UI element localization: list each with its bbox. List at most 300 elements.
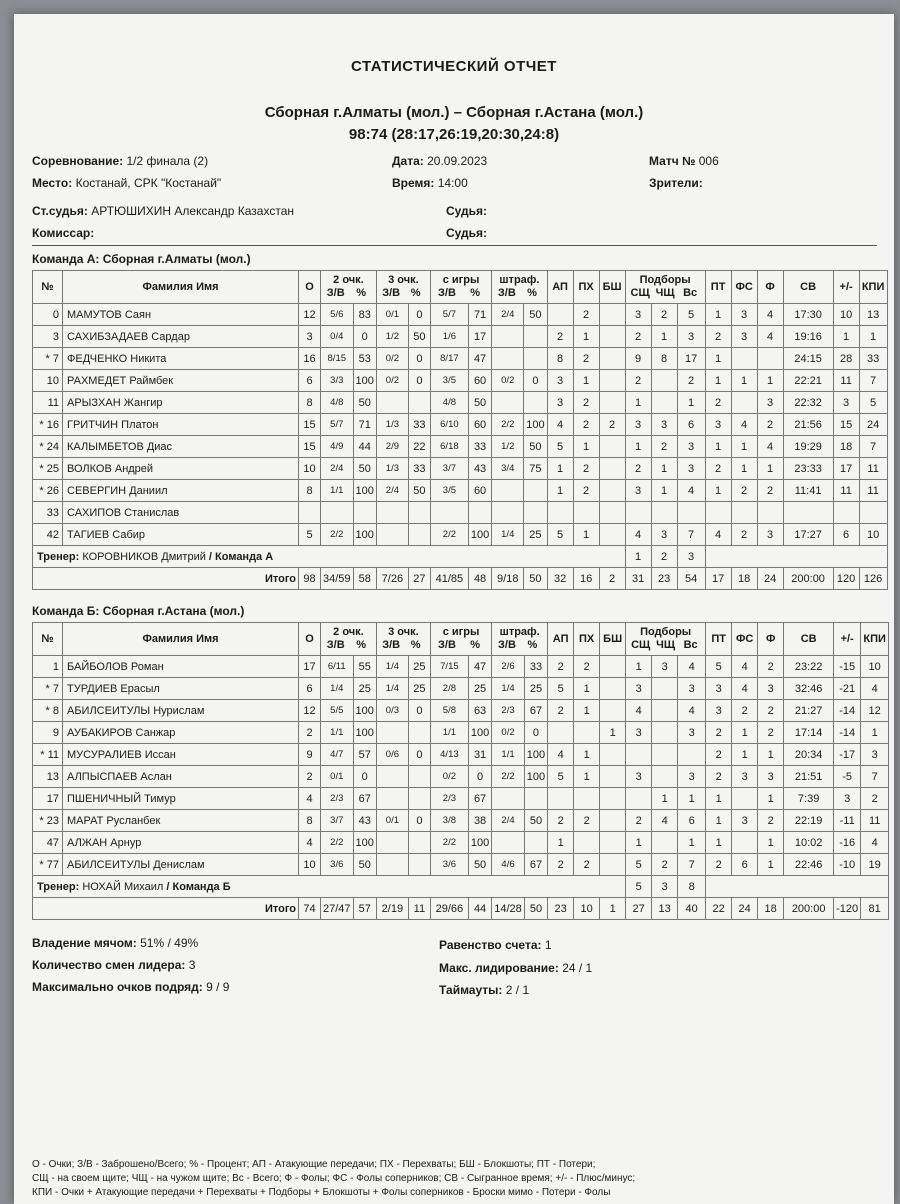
stat-min: 24:15 (783, 348, 833, 370)
stat-ft (492, 832, 525, 854)
stat-ast (547, 304, 573, 326)
stat-pm: -5 (834, 766, 861, 788)
stat-eff: 11 (861, 810, 889, 832)
stat-p2p: 100 (353, 370, 376, 392)
player-row (33, 502, 888, 524)
stat-ast: 2 (548, 656, 574, 678)
stat-rt: 3 (677, 436, 705, 458)
stat-blk (599, 326, 625, 348)
ties: Равенство счета: 1 (439, 938, 552, 952)
stat-rt: 4 (678, 700, 706, 722)
col-three-pt-sub (379, 287, 428, 300)
stat-pf: 2 (757, 414, 783, 436)
col-two-pt-sub (323, 287, 374, 300)
stat-pf: 1 (757, 370, 783, 392)
stat-p2: 2/2 (321, 524, 354, 546)
stat-p3 (376, 524, 408, 546)
stat-p3: 2/4 (376, 480, 408, 502)
stat-eff: 13 (859, 304, 887, 326)
stat-ro: 1 (651, 458, 677, 480)
stat-pts (299, 502, 321, 524)
stat-pm: -14 (834, 722, 861, 744)
stat-ft (492, 348, 524, 370)
stat-pts: 2 (299, 766, 321, 788)
stat-fs (731, 348, 757, 370)
stat-pm: -14 (834, 700, 861, 722)
stat-min: 17:14 (784, 722, 834, 744)
stat-fs: 3 (732, 810, 758, 832)
col-points: О (299, 271, 321, 304)
stat-ro: 3 (651, 524, 677, 546)
stat-min: 11:41 (783, 480, 833, 502)
coach-name: НОХАЙ Михаил (82, 880, 164, 893)
stat-pm: 17 (833, 458, 859, 480)
stat-fgp: 47 (468, 656, 491, 678)
spectators: Зрители: (649, 176, 703, 190)
stat-p3 (376, 392, 408, 414)
total-fs: 24 (732, 898, 758, 920)
stat-ro: 8 (651, 348, 677, 370)
stat-min: 19:29 (783, 436, 833, 458)
stat-ft (492, 502, 524, 524)
stat-stl: 1 (573, 436, 599, 458)
stat-ast: 1 (547, 480, 573, 502)
stat-pm: 18 (833, 436, 859, 458)
stat-ast: 8 (547, 348, 573, 370)
col-assists: АП (548, 623, 574, 656)
made-attempted-label: З/В (438, 287, 456, 299)
stat-rt: 3 (678, 766, 706, 788)
stat-ft: 2/2 (492, 414, 524, 436)
stat-blk (600, 678, 626, 700)
stat-fgp: 17 (468, 326, 491, 348)
timeouts: Таймауты: 2 / 1 (439, 983, 530, 997)
stat-ft (492, 788, 525, 810)
col-name: Фамилия Имя (63, 271, 299, 304)
stat-p2: 6/11 (321, 656, 354, 678)
referee-1: Судья: (446, 204, 488, 218)
coach-row (33, 876, 889, 898)
stat-pm: 6 (833, 524, 859, 546)
stat-pm: 15 (833, 414, 859, 436)
player-row (33, 854, 889, 876)
stat-rd: 1 (626, 832, 652, 854)
stat-fs: 1 (731, 458, 757, 480)
stat-fs (731, 392, 757, 414)
stat-to: 4 (705, 524, 731, 546)
stat-p2: 3/6 (321, 854, 354, 876)
match-date: Дата: 20.09.2023 (392, 154, 488, 168)
stat-stl: 1 (573, 524, 599, 546)
total-pf: 24 (757, 568, 783, 590)
stat-ast: 2 (547, 326, 573, 348)
stat-ft: 1/4 (492, 678, 525, 700)
stat-rd (625, 502, 651, 524)
stat-p3: 1/2 (376, 326, 408, 348)
stat-min: 22:46 (784, 854, 834, 876)
total-fg: 41/85 (430, 568, 468, 590)
chief-referee: Ст.судья: АРТЮШИХИН Александр Казахстан (32, 204, 294, 218)
stat-p2: 5/7 (321, 414, 354, 436)
stat-pts: 15 (299, 436, 321, 458)
stat-p2: 0/1 (321, 766, 354, 788)
stat-p3p (408, 392, 430, 414)
match-number: Матч № 006 (649, 154, 719, 168)
coach-label: Тренер: (37, 880, 80, 893)
made-attempted-label: З/В (438, 639, 456, 651)
stat-pts: 12 (299, 304, 321, 326)
player-row (33, 436, 888, 458)
col-free-throws (492, 271, 547, 304)
stat-ft: 1/4 (492, 524, 524, 546)
total-row (33, 568, 888, 590)
stat-to: 3 (706, 678, 732, 700)
stat-p2p: 100 (353, 524, 376, 546)
player-name: АБИЛСЕИТУЛЫ Денислам (63, 854, 299, 876)
stat-rd: 1 (626, 656, 652, 678)
stat-ftp (524, 788, 547, 810)
commissioner: Комиссар: (32, 226, 95, 240)
stat-eff: 12 (861, 700, 889, 722)
stat-fgp: 50 (468, 854, 491, 876)
player-name: САХИБЗАДАЕВ Сардар (63, 326, 299, 348)
venue: Место: Костанай, СРК "Костанай" (32, 176, 222, 190)
stat-ftp: 33 (524, 656, 547, 678)
stat-sheet (14, 14, 894, 1204)
player-row (33, 304, 888, 326)
stat-ro (652, 766, 678, 788)
stat-fg: 2/2 (430, 524, 468, 546)
total-p3: 2/19 (376, 898, 408, 920)
col-free-throws-sub (494, 639, 545, 652)
player-name: ПШЕНИЧНЫЙ Тимур (63, 788, 299, 810)
stat-p3: 0/6 (376, 744, 408, 766)
possession: Владение мячом: 51% / 49% (32, 936, 199, 950)
stat-to: 1 (705, 348, 731, 370)
stat-p2: 2/4 (321, 458, 354, 480)
col-turnovers: ПТ (706, 623, 732, 656)
col-blocks: БШ (599, 271, 625, 304)
stat-fgp: 100 (468, 524, 491, 546)
player-row (33, 766, 889, 788)
team-b-stats-table (32, 622, 889, 920)
stat-stl (574, 722, 600, 744)
stat-ro (651, 370, 677, 392)
stat-p2p: 100 (353, 722, 376, 744)
player-name: ФЕДЧЕНКО Никита (63, 348, 299, 370)
col-field-goals-sub (433, 287, 489, 300)
col-plus-minus: +/- (834, 623, 861, 656)
col-three-pt-title: 3 очк. (388, 626, 419, 638)
stat-eff: 7 (859, 436, 887, 458)
player-row (33, 348, 888, 370)
stat-ftp: 50 (524, 304, 547, 326)
stat-rt: 6 (677, 414, 705, 436)
stat-fgp: 33 (468, 436, 491, 458)
coach-team: / Команда Б (166, 880, 231, 893)
player-row (33, 788, 889, 810)
player-row (33, 700, 889, 722)
made-attempted-label: З/В (497, 287, 516, 299)
stat-blk (599, 304, 625, 326)
stat-rd: 2 (626, 810, 652, 832)
stat-stl: 2 (574, 656, 600, 678)
stat-p3 (376, 766, 408, 788)
stat-p2p: 0 (353, 766, 376, 788)
stat-rd: 1 (625, 392, 651, 414)
stat-fg: 3/8 (430, 810, 468, 832)
stat-to: 2 (705, 326, 731, 348)
stat-ast: 5 (548, 766, 574, 788)
stat-min: 7:39 (784, 788, 834, 810)
stat-fgp: 43 (468, 458, 491, 480)
stat-ast: 2 (548, 700, 574, 722)
stat-pm: 11 (833, 370, 859, 392)
player-number: 0 (33, 304, 63, 326)
stat-p2: 2/2 (321, 832, 354, 854)
stat-eff: 10 (861, 656, 889, 678)
col-three-pt (376, 271, 430, 304)
col-free-throws-sub (494, 287, 544, 300)
stat-ast (547, 502, 573, 524)
stat-blk (600, 656, 626, 678)
stat-ft: 2/4 (492, 304, 524, 326)
stat-p3p: 50 (408, 480, 430, 502)
stat-p2p: 83 (353, 304, 376, 326)
stat-pm: 11 (833, 480, 859, 502)
total-stl: 10 (574, 898, 600, 920)
stat-p3p: 0 (408, 304, 430, 326)
stat-p3p: 0 (408, 744, 430, 766)
stat-fs: 3 (732, 766, 758, 788)
stat-ast: 3 (547, 370, 573, 392)
stat-to: 2 (706, 854, 732, 876)
total-blk: 2 (599, 568, 625, 590)
player-number: * 26 (33, 480, 63, 502)
col-fouls-drawn: ФС (731, 271, 757, 304)
stat-pm: -10 (834, 854, 861, 876)
stat-rt: 1 (677, 392, 705, 414)
stat-ro (652, 722, 678, 744)
lead-changes: Количество смен лидера: 3 (32, 958, 196, 972)
header-row (33, 271, 888, 304)
percent-label: % (356, 287, 367, 299)
stat-p3: 1/4 (376, 678, 408, 700)
col-two-pt-sub (323, 639, 374, 652)
stat-rd: 2 (625, 458, 651, 480)
stat-fgp: 60 (468, 370, 491, 392)
made-attempted-label: З/В (326, 287, 345, 299)
stat-to: 2 (706, 744, 732, 766)
stat-ft: 2/2 (492, 766, 525, 788)
stat-rt: 3 (678, 678, 706, 700)
stat-stl: 2 (573, 458, 599, 480)
stat-blk (599, 524, 625, 546)
max-lead: Макс. лидирование: 24 / 1 (439, 961, 593, 975)
stat-fg: 7/15 (430, 656, 468, 678)
col-steals: ПХ (574, 623, 600, 656)
stat-ft (492, 326, 524, 348)
divider (32, 245, 877, 246)
stat-pf: 1 (757, 458, 783, 480)
coach-cell (33, 546, 626, 568)
col-three-pt-title: 3 очк. (388, 274, 419, 286)
stat-p3: 1/3 (376, 458, 408, 480)
stat-eff: 11 (859, 458, 887, 480)
player-name: МУСУРАЛИЕВ Иссан (63, 744, 299, 766)
stat-pf: 2 (758, 656, 784, 678)
stat-min: 17:30 (783, 304, 833, 326)
rebounds-sub (628, 639, 703, 652)
stat-pf: 2 (758, 810, 784, 832)
stat-min: 21:51 (784, 766, 834, 788)
player-name: АЛПЫСПАЕВ Аслан (63, 766, 299, 788)
total-min: 200:00 (784, 898, 834, 920)
stat-min: 17:27 (783, 524, 833, 546)
stat-fgp: 60 (468, 414, 491, 436)
stat-rd: 4 (626, 700, 652, 722)
coach-cell (33, 876, 626, 898)
stat-ftp: 100 (524, 766, 547, 788)
total-rt: 40 (678, 898, 706, 920)
stat-blk: 2 (599, 414, 625, 436)
stat-pm: -11 (834, 810, 861, 832)
player-name: ВОЛКОВ Андрей (63, 458, 299, 480)
col-blocks: БШ (600, 623, 626, 656)
stat-p2p: 50 (353, 392, 376, 414)
player-number: * 24 (33, 436, 63, 458)
stat-p2: 4/7 (321, 744, 354, 766)
stat-to: 1 (706, 832, 732, 854)
stat-blk (599, 392, 625, 414)
percent-label: % (356, 639, 367, 651)
made-attempted-label: З/В (382, 639, 401, 651)
stat-pts: 10 (299, 854, 321, 876)
player-name: СЕВЕРГИН Даниил (63, 480, 299, 502)
stat-p3 (376, 788, 408, 810)
player-number: 42 (33, 524, 63, 546)
stat-pf: 3 (757, 524, 783, 546)
stat-rd: 3 (626, 766, 652, 788)
stat-p3 (376, 722, 408, 744)
player-name: АБИЛСЕИТУЛЫ Нурислам (63, 700, 299, 722)
coach-name: КОРОВНИКОВ Дмитрий (82, 550, 206, 563)
stat-fs: 4 (732, 678, 758, 700)
coach-rebound-ro: 2 (651, 546, 677, 568)
stat-pm: 1 (833, 326, 859, 348)
stat-to (705, 502, 731, 524)
stat-p2: 5/6 (321, 304, 354, 326)
stat-ro: 2 (652, 854, 678, 876)
stat-ftp (524, 326, 547, 348)
stat-p3p: 25 (408, 678, 430, 700)
stat-min: 10:02 (784, 832, 834, 854)
stat-stl: 2 (573, 414, 599, 436)
total-ft: 14/28 (492, 898, 525, 920)
stat-p2: 4/9 (321, 436, 354, 458)
player-row (33, 370, 888, 392)
total-fgp: 48 (468, 568, 491, 590)
referee-2: Судья: (446, 226, 488, 240)
stat-p2 (321, 502, 354, 524)
stat-rt: 3 (677, 458, 705, 480)
total-pm: 120 (833, 568, 859, 590)
stat-ro: 4 (652, 810, 678, 832)
player-number: * 77 (33, 854, 63, 876)
coach-row (33, 546, 888, 568)
stat-ro: 1 (652, 788, 678, 810)
stat-p2p: 0 (353, 326, 376, 348)
stat-fgp (468, 502, 491, 524)
stat-p2p: 100 (353, 480, 376, 502)
stat-pts: 10 (299, 458, 321, 480)
stat-rt: 4 (678, 656, 706, 678)
stat-ro: 3 (651, 414, 677, 436)
stat-p3p (408, 832, 430, 854)
total-fgp: 44 (468, 898, 491, 920)
col-efficiency: КПИ (861, 623, 889, 656)
coach-rebound-rd: 1 (625, 546, 651, 568)
total-ast: 23 (548, 898, 574, 920)
stat-stl: 2 (573, 392, 599, 414)
stat-stl: 1 (574, 678, 600, 700)
stat-eff (859, 502, 887, 524)
stat-eff: 24 (859, 414, 887, 436)
header-row (33, 623, 889, 656)
stat-p3p (408, 524, 430, 546)
col-minutes: СВ (784, 623, 834, 656)
total-ast: 32 (547, 568, 573, 590)
coach-rebound-rt: 3 (677, 546, 705, 568)
stat-ftp (524, 348, 547, 370)
col-number: № (33, 623, 63, 656)
stat-ftp (524, 480, 547, 502)
stat-ast (548, 722, 574, 744)
stat-p3p: 33 (408, 414, 430, 436)
stat-ft: 4/6 (492, 854, 525, 876)
stat-pf: 2 (758, 700, 784, 722)
col-efficiency: КПИ (859, 271, 887, 304)
stat-p2: 1/4 (321, 678, 354, 700)
stat-rd: 3 (626, 722, 652, 744)
stat-p3 (376, 854, 408, 876)
player-row (33, 832, 889, 854)
stat-fgp: 100 (468, 832, 491, 854)
stat-pf: 3 (758, 766, 784, 788)
coach-empty (706, 876, 889, 898)
stat-fgp: 25 (468, 678, 491, 700)
stat-to: 2 (706, 766, 732, 788)
stat-pf: 3 (758, 678, 784, 700)
stat-fs: 3 (731, 326, 757, 348)
stat-eff: 7 (859, 370, 887, 392)
stat-fs: 2 (732, 700, 758, 722)
stat-pts: 6 (299, 678, 321, 700)
stat-fs: 1 (732, 744, 758, 766)
match-time: Время: 14:00 (392, 176, 468, 190)
stat-p2p: 67 (353, 788, 376, 810)
stat-ftp: 0 (524, 722, 547, 744)
stat-p2p: 44 (353, 436, 376, 458)
stat-fgp: 60 (468, 480, 491, 502)
stat-pts: 8 (299, 810, 321, 832)
stat-pm: 10 (833, 304, 859, 326)
stat-rt: 7 (678, 854, 706, 876)
stat-fg: 2/8 (430, 678, 468, 700)
stat-pm: -17 (834, 744, 861, 766)
stat-p3: 2/9 (376, 436, 408, 458)
stat-to: 1 (705, 480, 731, 502)
